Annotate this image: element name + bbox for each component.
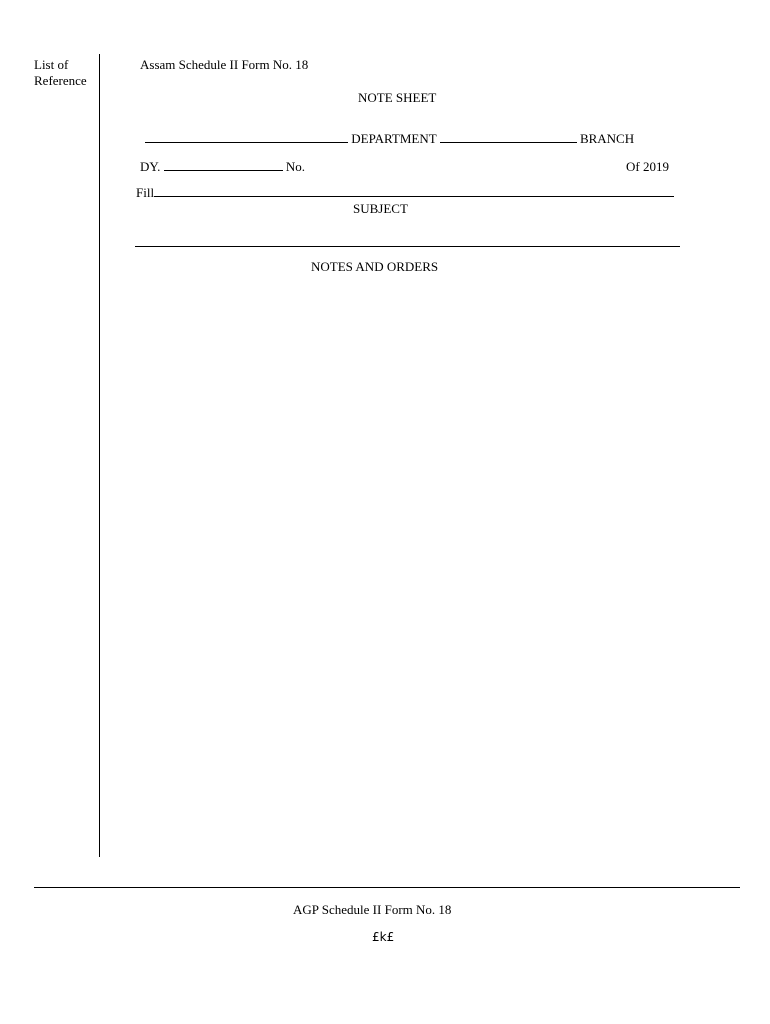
notes-and-orders-heading: NOTES AND ORDERS (311, 259, 439, 274)
form-number: Assam Schedule II Form No. 18 (140, 57, 309, 72)
dy-number-field[interactable] (164, 159, 283, 171)
subject-field[interactable] (135, 246, 680, 247)
no-label: No. (285, 159, 305, 174)
department-label: DEPARTMENT (351, 131, 437, 146)
margin-label-list-of: List of (34, 57, 69, 72)
footer-form-number: AGP Schedule II Form No. 18 (293, 902, 452, 917)
footer-divider (34, 887, 740, 888)
department-field[interactable] (145, 131, 348, 143)
department-branch-row (145, 131, 634, 147)
dy-label: DY. (140, 159, 161, 174)
year-label: Of 2019 (626, 159, 669, 174)
fill-label: Fill (136, 185, 155, 200)
subject-label: SUBJECT (353, 201, 408, 216)
branch-label: BRANCH (579, 131, 635, 146)
branch-field[interactable] (440, 131, 577, 143)
dy-number-row (140, 159, 305, 175)
margin-divider (99, 54, 100, 857)
margin-label-reference: Reference (34, 73, 87, 88)
fill-field[interactable] (154, 185, 674, 197)
footer-mark: £k£ (372, 930, 395, 944)
fill-row (136, 185, 674, 201)
page-title: NOTE SHEET (358, 90, 437, 105)
